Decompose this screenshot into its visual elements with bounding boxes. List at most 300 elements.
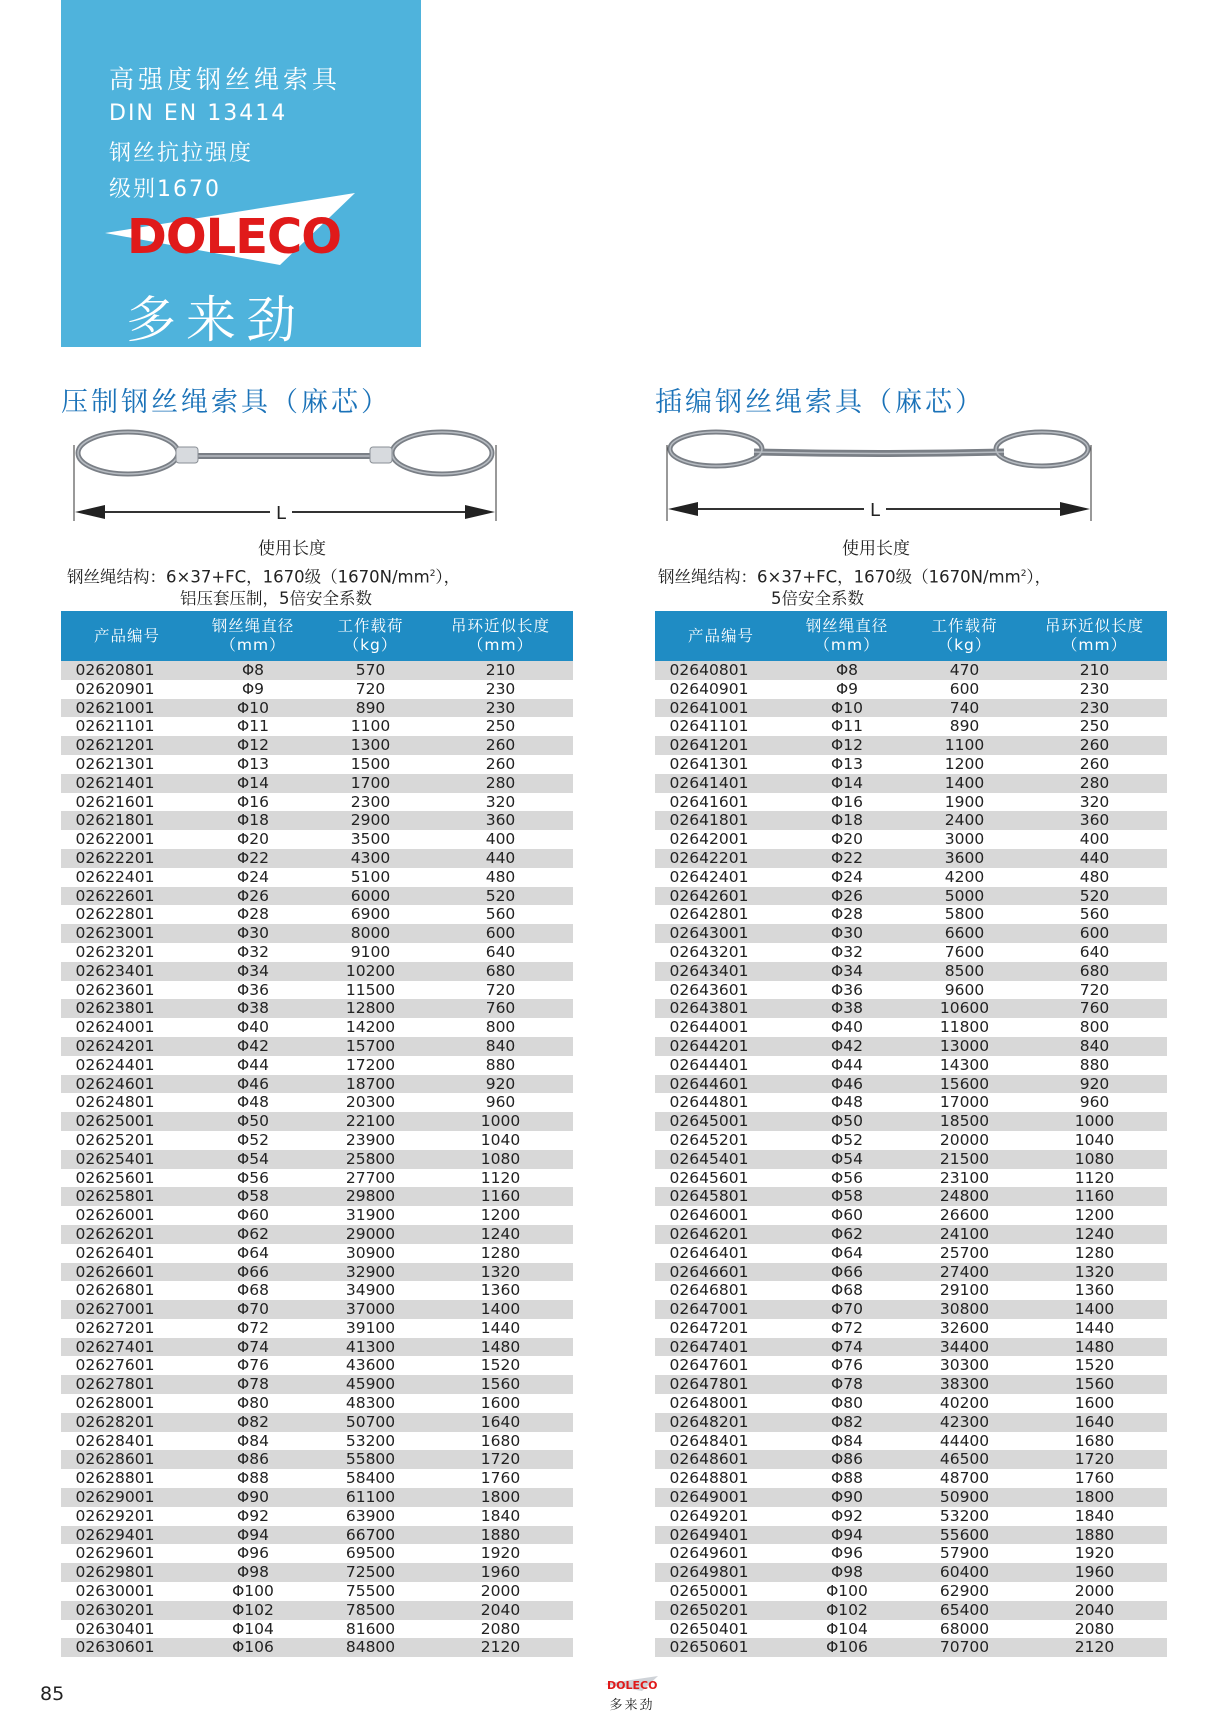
table-row [61,1056,573,1075]
cell-diameter: Φ82 [787,1413,907,1432]
cell-eye-length: 880 [428,1056,573,1075]
cell-product-code: 02628201 [61,1413,193,1432]
cell-working-load: 2300 [313,793,428,812]
cell-diameter: Φ94 [787,1526,907,1545]
cell-eye-length: 1680 [428,1432,573,1451]
cell-eye-length: 280 [1022,774,1167,793]
cell-working-load: 30300 [907,1356,1022,1375]
table-row [655,943,1167,962]
table-row [655,680,1167,699]
cell-working-load: 18500 [907,1112,1022,1131]
col-header-working-load: 工作载荷 （kg） [907,611,1022,661]
table-row [61,1150,573,1169]
cell-diameter: Φ38 [193,999,313,1018]
cell-diameter: Φ60 [787,1206,907,1225]
cell-product-code: 02645401 [655,1150,787,1169]
cell-eye-length: 1080 [1022,1150,1167,1169]
table-row [61,755,573,774]
cell-working-load: 72500 [313,1563,428,1582]
cell-working-load: 23900 [313,1131,428,1150]
spliced-spec-text: 钢丝绳结构：6×37+FC，1670级$(1670N/mm^2)$， 5倍安全系数 [658,567,1052,608]
cell-eye-length: 1800 [428,1488,573,1507]
cell-working-load: 48300 [313,1394,428,1413]
cell-working-load: 1500 [313,755,428,774]
cell-working-load: 15600 [907,1075,1022,1094]
cell-working-load: 1700 [313,774,428,793]
cell-diameter: Φ42 [193,1037,313,1056]
table-row [655,1093,1167,1112]
pressed-sling-diagram [70,425,500,525]
cell-working-load: 68000 [907,1620,1022,1639]
cell-eye-length: 480 [428,868,573,887]
table-row [655,1112,1167,1131]
table-row [61,1563,573,1582]
table-row [655,1244,1167,1263]
cell-product-code: 02629601 [61,1544,193,1563]
cell-product-code: 02641601 [655,793,787,812]
table-row [61,1075,573,1094]
cell-eye-length: 1160 [1022,1187,1167,1206]
cell-working-load: 18700 [313,1075,428,1094]
cell-product-code: 02621601 [61,793,193,812]
cell-product-code: 02627601 [61,1356,193,1375]
cell-product-code: 02627401 [61,1338,193,1357]
cell-eye-length: 1640 [1022,1413,1167,1432]
cell-diameter: Φ8 [193,661,313,680]
cell-working-load: 70700 [907,1638,1022,1657]
cell-product-code: 02642001 [655,830,787,849]
cell-working-load: 3500 [313,830,428,849]
cell-working-load: 62900 [907,1582,1022,1601]
cell-diameter: Φ18 [787,811,907,830]
cell-diameter: Φ58 [787,1187,907,1206]
table-row [61,1338,573,1357]
cell-diameter: Φ74 [193,1338,313,1357]
table-row [655,1507,1167,1526]
cell-working-load: 13000 [907,1037,1022,1056]
cell-diameter: Φ78 [787,1375,907,1394]
table-row [61,1112,573,1131]
table-row [655,981,1167,1000]
cell-working-load: 55800 [313,1450,428,1469]
table-row [655,699,1167,718]
cell-diameter: Φ96 [193,1544,313,1563]
cell-product-code: 02621301 [61,755,193,774]
table-row [655,830,1167,849]
doleco-logo-text: DOLECO [127,209,342,265]
cell-diameter: Φ10 [787,699,907,718]
cell-eye-length: 2120 [428,1638,573,1657]
cell-diameter: Φ14 [193,774,313,793]
cell-product-code: 02650001 [655,1582,787,1601]
pressed-sling-title: 压制钢丝绳索具（麻芯） [61,387,391,418]
cell-product-code: 02622201 [61,849,193,868]
table-row [655,1563,1167,1582]
cell-working-load: 40200 [907,1394,1022,1413]
table-row [61,1582,573,1601]
cell-product-code: 02645601 [655,1169,787,1188]
cell-working-load: 22100 [313,1112,428,1131]
cell-diameter: Φ80 [193,1394,313,1413]
banner-title: 高强度钢丝绳索具 [109,65,342,94]
cell-eye-length: 2040 [428,1601,573,1620]
footer-brand-cn: 多来劲 [609,1698,655,1713]
cell-eye-length: 880 [1022,1056,1167,1075]
cell-eye-length: 1840 [1022,1507,1167,1526]
cell-product-code: 02645001 [655,1112,787,1131]
cell-diameter: Φ100 [193,1582,313,1601]
cell-product-code: 02622601 [61,887,193,906]
cell-working-load: 1400 [907,774,1022,793]
cell-diameter: Φ9 [193,680,313,699]
cell-working-load: 470 [907,661,1022,680]
cell-product-code: 02647201 [655,1319,787,1338]
cell-diameter: Φ70 [193,1300,313,1319]
table-row [61,1507,573,1526]
cell-product-code: 02650601 [655,1638,787,1657]
cell-eye-length: 1000 [1022,1112,1167,1131]
footer-logo-text: DOLECO [607,1679,658,1692]
cell-working-load: 20000 [907,1131,1022,1150]
cell-working-load: 27400 [907,1263,1022,1282]
cell-product-code: 02648601 [655,1450,787,1469]
cell-working-load: 6900 [313,905,428,924]
cell-working-load: 61100 [313,1488,428,1507]
table-row [61,699,573,718]
table-row [61,1432,573,1451]
col-header-working-load: 工作载荷 （kg） [313,611,428,661]
cell-diameter: Φ18 [193,811,313,830]
cell-product-code: 02624601 [61,1075,193,1094]
cell-diameter: Φ32 [787,943,907,962]
table-row [655,1300,1167,1319]
spliced-length-label: L [869,500,881,521]
cell-diameter: Φ42 [787,1037,907,1056]
cell-eye-length: 1920 [1022,1544,1167,1563]
cell-eye-length: 1720 [1022,1450,1167,1469]
cell-working-load: 84800 [313,1638,428,1657]
cell-eye-length: 640 [428,943,573,962]
cell-product-code: 02630001 [61,1582,193,1601]
table-row [61,849,573,868]
cell-working-load: 3600 [907,849,1022,868]
cell-eye-length: 320 [428,793,573,812]
cell-diameter: Φ32 [193,943,313,962]
cell-product-code: 02647801 [655,1375,787,1394]
cell-working-load: 65400 [907,1601,1022,1620]
table-row [61,717,573,736]
cell-eye-length: 1640 [428,1413,573,1432]
table-row [61,887,573,906]
spliced-sling-diagram [664,425,1094,525]
table-row [61,774,573,793]
cell-eye-length: 230 [428,699,573,718]
cell-diameter: Φ90 [193,1488,313,1507]
table-row [655,962,1167,981]
cell-product-code: 02622401 [61,868,193,887]
cell-product-code: 02640901 [655,680,787,699]
cell-working-load: 45900 [313,1375,428,1394]
cell-diameter: Φ78 [193,1375,313,1394]
cell-working-load: 11500 [313,981,428,1000]
cell-eye-length: 1680 [1022,1432,1167,1451]
table-row [655,1394,1167,1413]
cell-eye-length: 960 [1022,1093,1167,1112]
table-row [655,793,1167,812]
table-row [61,1394,573,1413]
cell-working-load: 25800 [313,1150,428,1169]
banner-brand-cn: 多来劲 [126,291,306,349]
cell-product-code: 02623601 [61,981,193,1000]
cell-diameter: Φ20 [193,830,313,849]
cell-diameter: Φ62 [787,1225,907,1244]
cell-product-code: 02624201 [61,1037,193,1056]
cell-working-load: 42300 [907,1413,1022,1432]
cell-diameter: Φ62 [193,1225,313,1244]
footer-logo [604,1676,660,1713]
table-row [61,868,573,887]
cell-working-load: 24800 [907,1187,1022,1206]
doleco-logo [105,193,395,273]
cell-diameter: Φ11 [193,717,313,736]
cell-working-load: 32900 [313,1263,428,1282]
cell-eye-length: 1720 [428,1450,573,1469]
cell-product-code: 02648001 [655,1394,787,1413]
spliced-usage-label: 使用长度 [842,539,910,559]
cell-diameter: Φ36 [193,981,313,1000]
cell-working-load: 29800 [313,1187,428,1206]
cell-diameter: Φ102 [193,1601,313,1620]
cell-eye-length: 1400 [428,1300,573,1319]
footer-doleco-logo [604,1676,660,1692]
cell-working-load: 8500 [907,962,1022,981]
col-header-product-code: 产品编号 [61,611,193,661]
cell-product-code: 02621101 [61,717,193,736]
table-row [61,1469,573,1488]
cell-diameter: Φ30 [193,924,313,943]
table-row [655,905,1167,924]
cell-product-code: 02623201 [61,943,193,962]
cell-eye-length: 1360 [428,1281,573,1300]
table-row [61,1225,573,1244]
cell-eye-length: 2040 [1022,1601,1167,1620]
cell-product-code: 02625001 [61,1112,193,1131]
cell-eye-length: 230 [1022,699,1167,718]
cell-product-code: 02630401 [61,1620,193,1639]
cell-working-load: 890 [907,717,1022,736]
cell-product-code: 02650401 [655,1620,787,1639]
cell-diameter: Φ60 [193,1206,313,1225]
table-row [61,811,573,830]
cell-eye-length: 1320 [428,1263,573,1282]
col-header-eye-length: 吊环近似长度 （mm） [1022,611,1167,661]
table-row [655,1413,1167,1432]
cell-diameter: Φ44 [787,1056,907,1075]
cell-working-load: 48700 [907,1469,1022,1488]
cell-working-load: 7600 [907,943,1022,962]
table-row [655,1169,1167,1188]
table-row [655,1356,1167,1375]
table-row [61,1131,573,1150]
cell-diameter: Φ12 [193,736,313,755]
cell-diameter: Φ64 [193,1244,313,1263]
spliced-sling-title: 插编钢丝绳索具（麻芯） [655,387,985,418]
cell-diameter: Φ98 [787,1563,907,1582]
cell-eye-length: 640 [1022,943,1167,962]
cell-eye-length: 1880 [428,1526,573,1545]
table-row [655,999,1167,1018]
table-row [61,1601,573,1620]
cell-working-load: 43600 [313,1356,428,1375]
cell-diameter: Φ76 [787,1356,907,1375]
table-row [655,811,1167,830]
cell-working-load: 890 [313,699,428,718]
cell-working-load: 720 [313,680,428,699]
cell-eye-length: 440 [1022,849,1167,868]
table-row [61,1093,573,1112]
cell-product-code: 02643801 [655,999,787,1018]
cell-diameter: Φ34 [787,962,907,981]
table-row [61,1488,573,1507]
cell-diameter: Φ82 [193,1413,313,1432]
cell-diameter: Φ48 [193,1093,313,1112]
cell-product-code: 02644001 [655,1018,787,1037]
cell-product-code: 02648401 [655,1432,787,1451]
cell-working-load: 8000 [313,924,428,943]
cell-working-load: 9600 [907,981,1022,1000]
cell-eye-length: 1120 [1022,1169,1167,1188]
cell-product-code: 02624801 [61,1093,193,1112]
cell-eye-length: 1120 [428,1169,573,1188]
cell-eye-length: 1360 [1022,1281,1167,1300]
cell-eye-length: 1960 [428,1563,573,1582]
cell-product-code: 02641401 [655,774,787,793]
cell-working-load: 20300 [313,1093,428,1112]
pressed-length-label: L [275,503,287,524]
cell-diameter: Φ96 [787,1544,907,1563]
cell-eye-length: 260 [428,755,573,774]
cell-eye-length: 920 [1022,1075,1167,1094]
cell-working-load: 12800 [313,999,428,1018]
cell-working-load: 24100 [907,1225,1022,1244]
cell-diameter: Φ86 [193,1450,313,1469]
cell-product-code: 02648801 [655,1469,787,1488]
table-row [61,1300,573,1319]
table-row [61,1187,573,1206]
cell-product-code: 02650201 [655,1601,787,1620]
table-row [61,1206,573,1225]
cell-eye-length: 1240 [1022,1225,1167,1244]
table-row [655,849,1167,868]
cell-working-load: 21500 [907,1150,1022,1169]
col-header-product-code: 产品编号 [655,611,787,661]
cell-diameter: Φ52 [193,1131,313,1150]
cell-eye-length: 1240 [428,1225,573,1244]
table-row [61,830,573,849]
banner-grade: 级别1670 [109,177,221,202]
cell-working-load: 63900 [313,1507,428,1526]
table-row [61,962,573,981]
table-row [61,1169,573,1188]
cell-product-code: 02630601 [61,1638,193,1657]
cell-diameter: Φ94 [193,1526,313,1545]
cell-working-load: 1100 [907,736,1022,755]
cell-eye-length: 1880 [1022,1526,1167,1545]
cell-eye-length: 1280 [1022,1244,1167,1263]
cell-product-code: 02622801 [61,905,193,924]
cell-product-code: 02626601 [61,1263,193,1282]
cell-diameter: Φ56 [193,1169,313,1188]
cell-working-load: 23100 [907,1169,1022,1188]
cell-eye-length: 520 [428,887,573,906]
cell-eye-length: 1760 [428,1469,573,1488]
cell-eye-length: 560 [1022,905,1167,924]
cell-eye-length: 1200 [428,1206,573,1225]
cell-product-code: 02644401 [655,1056,787,1075]
table-row [655,1319,1167,1338]
cell-diameter: Φ16 [193,793,313,812]
cell-product-code: 02641301 [655,755,787,774]
cell-eye-length: 260 [1022,755,1167,774]
col-header-eye-length: 吊环近似长度 （mm） [428,611,573,661]
table-row [655,1582,1167,1601]
cell-eye-length: 1840 [428,1507,573,1526]
cell-diameter: Φ64 [787,1244,907,1263]
cell-eye-length: 1920 [428,1544,573,1563]
table-row [61,924,573,943]
cell-working-load: 34900 [313,1281,428,1300]
cell-product-code: 02647601 [655,1356,787,1375]
table-row [61,793,573,812]
cell-product-code: 02642801 [655,905,787,924]
cell-working-load: 6000 [313,887,428,906]
cell-eye-length: 560 [428,905,573,924]
cell-working-load: 11800 [907,1018,1022,1037]
cell-product-code: 02623401 [61,962,193,981]
cell-eye-length: 720 [1022,981,1167,1000]
cell-product-code: 02642401 [655,868,787,887]
cell-product-code: 02623001 [61,924,193,943]
cell-eye-length: 230 [1022,680,1167,699]
cell-eye-length: 1520 [1022,1356,1167,1375]
cell-product-code: 02646801 [655,1281,787,1300]
table-row [655,1037,1167,1056]
cell-diameter: Φ92 [193,1507,313,1526]
cell-product-code: 02626801 [61,1281,193,1300]
cell-diameter: Φ66 [787,1263,907,1282]
cell-diameter: Φ90 [787,1488,907,1507]
cell-eye-length: 1000 [428,1112,573,1131]
cell-working-load: 41300 [313,1338,428,1357]
table-row [655,1526,1167,1545]
cell-product-code: 02646601 [655,1263,787,1282]
cell-working-load: 17000 [907,1093,1022,1112]
cell-eye-length: 480 [1022,868,1167,887]
cell-diameter: Φ12 [787,736,907,755]
cell-product-code: 02645201 [655,1131,787,1150]
cell-diameter: Φ102 [787,1601,907,1620]
cell-working-load: 29000 [313,1225,428,1244]
cell-working-load: 60400 [907,1563,1022,1582]
cell-product-code: 02628401 [61,1432,193,1451]
cell-eye-length: 260 [1022,736,1167,755]
cell-eye-length: 210 [1022,661,1167,680]
cell-diameter: Φ58 [193,1187,313,1206]
cell-product-code: 02649001 [655,1488,787,1507]
cell-working-load: 26600 [907,1206,1022,1225]
cell-eye-length: 600 [1022,924,1167,943]
cell-working-load: 34400 [907,1338,1022,1357]
